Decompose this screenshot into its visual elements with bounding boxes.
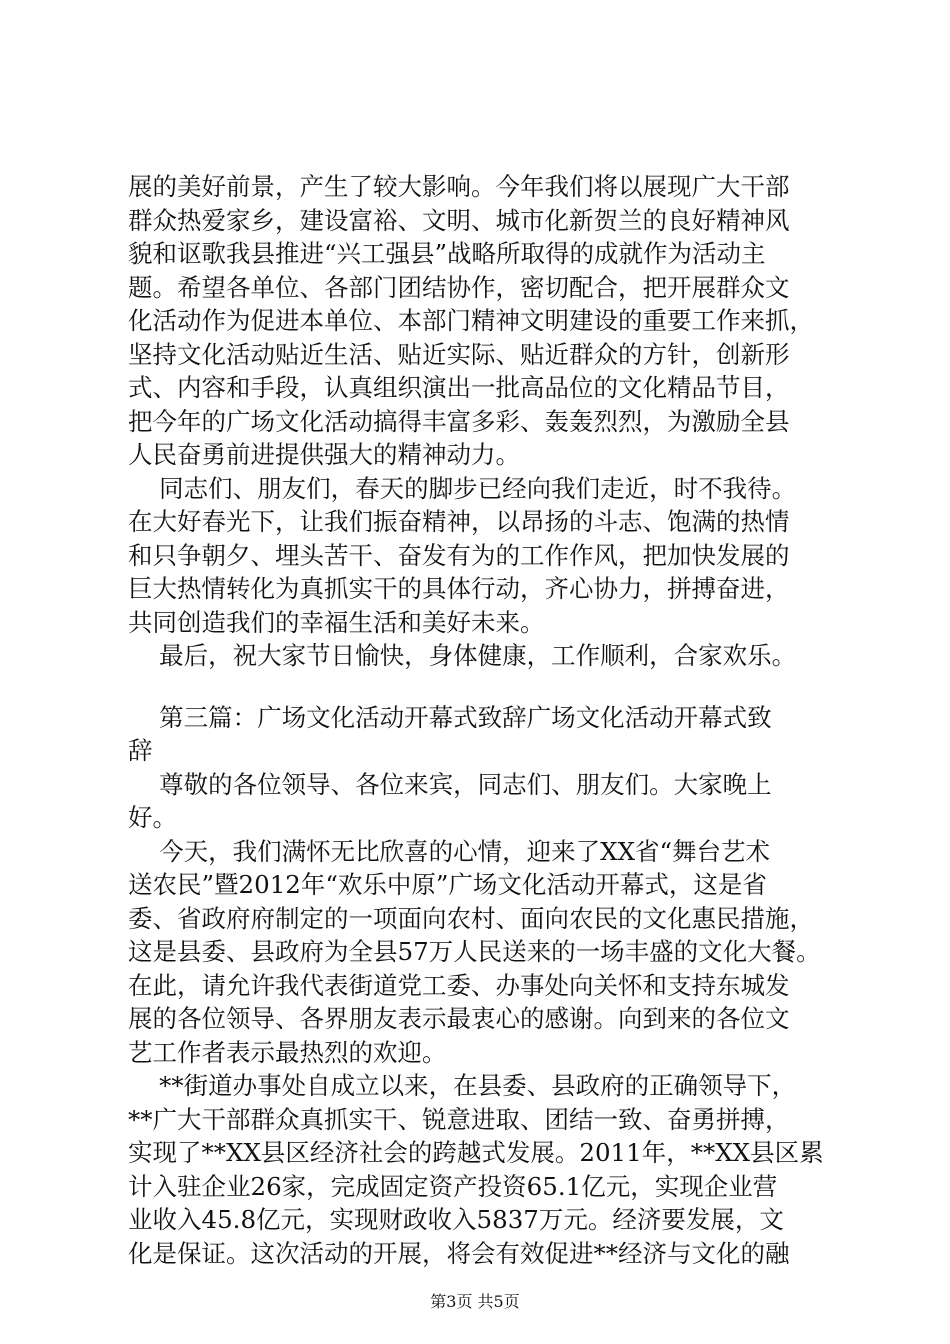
text-line: 巨大热情转化为真抓实干的具体行动，齐心协力，拼搏奋进， — [128, 574, 790, 603]
text-line: 化活动作为促进本单位、本部门精神文明建设的重要工作来抓， — [128, 306, 814, 335]
text-line: 这是县委、县政府为全县57万人民送来的一场丰盛的文化大餐。 — [128, 937, 821, 966]
text-line: 同志们、朋友们，春天的脚步已经向我们走近，时不我待。 — [128, 473, 797, 503]
text-line: 实现了**XX县区经济社会的跨越式发展。2011年，**XX县区累 — [128, 1138, 824, 1167]
text-line: 群众热爱家乡，建设富裕、文明、城市化新贺兰的良好精神风 — [128, 205, 790, 235]
text-line: 今天，我们满怀无比欣喜的心情，迎来了XX省“舞台艺术 — [128, 836, 771, 866]
text-line: 化是保证。这次活动的开展，将会有效促进**经济与文化的融 — [128, 1238, 790, 1268]
text-line: 最后，祝大家节日愉快，身体健康，工作顺利，合家欢乐。 — [128, 641, 797, 670]
text-line: 尊敬的各位领导、各位来宾，同志们、朋友们。大家晚上 — [128, 769, 772, 799]
document-body — [128, 170, 828, 1270]
text-line: 展的各位领导、各界朋友表示最衷心的感谢。向到来的各位文 — [128, 1004, 790, 1033]
page-number-footer: 第3页 共5页 — [430, 1292, 520, 1311]
paragraph-block-2 — [128, 701, 828, 1271]
text-line: **广大干部群众真抓实干、锐意进取、团结一致、奋勇拼搏， — [128, 1104, 790, 1134]
paragraph-gap — [128, 673, 828, 701]
text-line: 送农民”暨2012年“欢乐中原”广场文化活动开幕式，这是省 — [128, 870, 767, 899]
text-line: 计入驻企业26家，完成固定资产投资65.1亿元，实现企业营 — [128, 1171, 778, 1201]
text-line: 艺工作者表示最热烈的欢迎。 — [128, 1037, 447, 1067]
text-line: 共同创造我们的幸福生活和美好未来。 — [128, 607, 545, 637]
text-line: 委、省政府府制定的一项面向农村、面向农民的文化惠民措施， — [128, 903, 814, 933]
text-line: 式、内容和手段，认真组织演出一批高品位的文化精品节目， — [128, 373, 790, 402]
text-line: 在此，请允许我代表街道党工委、办事处向关怀和支持东城发 — [128, 970, 790, 1000]
section-heading-line: 辞 — [128, 736, 153, 765]
text-line: 好。 — [128, 803, 177, 832]
text-line: 貌和讴歌我县推进“兴工强县”战略所取得的成就作为活动主 — [128, 239, 766, 268]
section-heading-line: 第三篇：广场文化活动开幕式致辞广场文化活动开幕式致 — [128, 702, 772, 732]
text-line: 把今年的广场文化活动搞得丰富多彩、轰轰烈烈，为激励全县 — [128, 406, 790, 436]
text-line: 和只争朝夕、埋头苦干、奋发有为的工作作风，把加快发展的 — [128, 540, 790, 570]
text-line: 展的美好前景，产生了较大影响。今年我们将以展现广大干部 — [128, 172, 790, 201]
paragraph-block-1 — [128, 170, 828, 673]
text-line: 业收入45.8亿元，实现财政收入5837万元。经济要发展，文 — [128, 1205, 784, 1234]
text-line: 坚持文化活动贴近生活、贴近实际、贴近群众的方针，创新形 — [128, 339, 790, 369]
text-line: 在大好春光下，让我们振奋精神，以昂扬的斗志、饱满的热情 — [128, 507, 790, 536]
text-line: **街道办事处自成立以来，在县委、县政府的正确领导下， — [128, 1071, 797, 1100]
text-line: 题。希望各单位、各部门团结协作，密切配合，把开展群众文 — [128, 272, 790, 302]
text-line: 人民奋勇前进提供强大的精神动力。 — [128, 440, 520, 469]
